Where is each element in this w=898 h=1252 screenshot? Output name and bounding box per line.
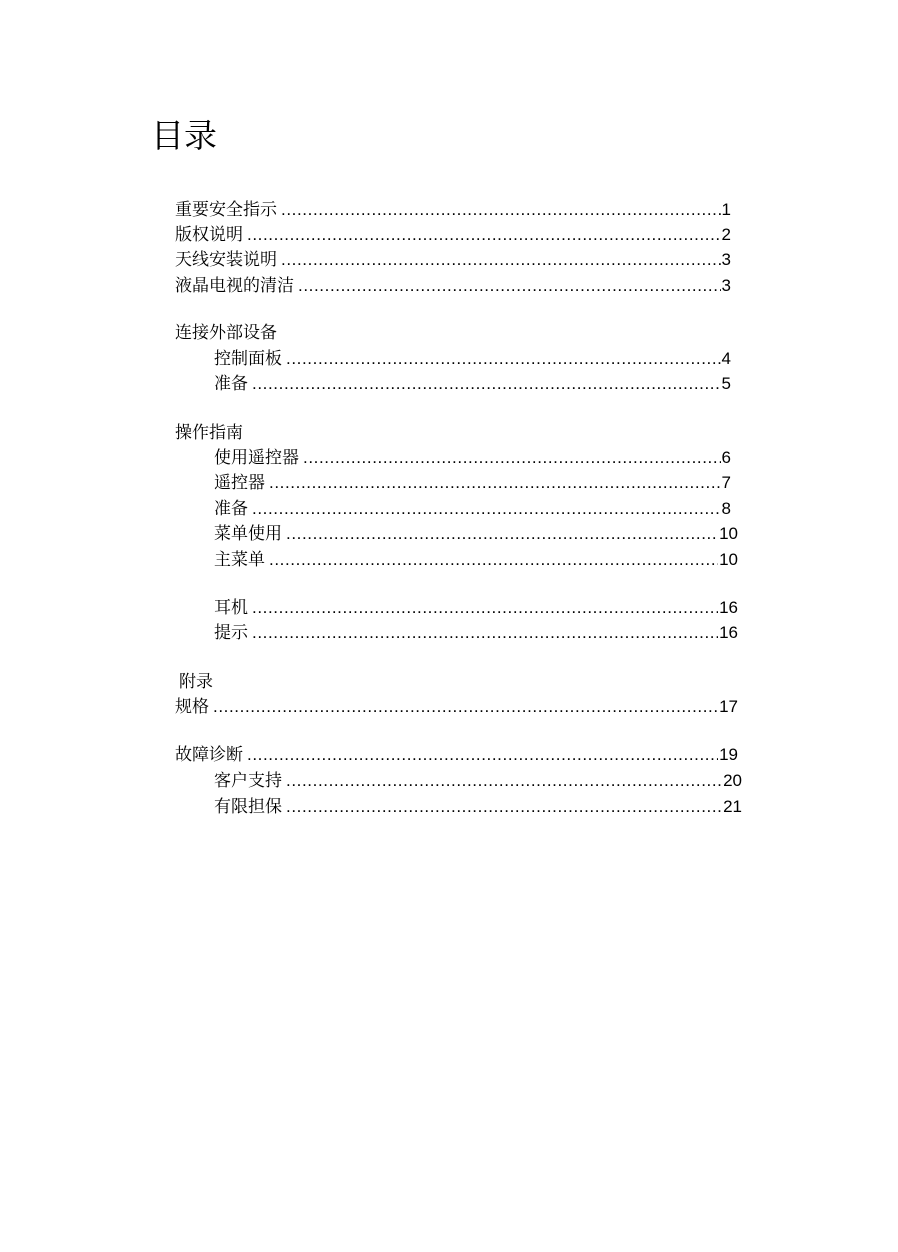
toc-entry[interactable] — [214, 596, 738, 620]
toc-entry-label: 规格 — [175, 697, 209, 717]
toc-entry[interactable] — [175, 248, 731, 272]
toc-page-number: 7 — [721, 473, 731, 492]
toc-leader-dots — [252, 621, 718, 645]
toc-entry-label: 有限担保 — [214, 797, 282, 817]
toc-entry-label: 控制面板 — [214, 349, 282, 369]
toc-page-number: 1 — [721, 200, 731, 219]
toc-entry[interactable] — [175, 198, 731, 222]
toc-entry[interactable] — [214, 471, 731, 495]
toc-entry-label: 主菜单 — [214, 550, 265, 570]
toc-page-number: 6 — [721, 448, 731, 467]
section-heading-operate: 操作指南 — [175, 423, 243, 443]
toc-leader-dots — [252, 497, 721, 521]
toc-page-number: 20 — [723, 771, 742, 790]
page-title: 目录 — [151, 116, 217, 155]
toc-entry[interactable] — [214, 522, 738, 546]
toc-leader-dots — [298, 274, 721, 298]
toc-entry[interactable] — [214, 446, 731, 470]
toc-page-number: 8 — [721, 499, 731, 518]
toc-leader-dots — [303, 446, 721, 470]
toc-entry-label: 遥控器 — [214, 473, 265, 493]
toc-entry[interactable] — [214, 621, 738, 645]
toc-entry[interactable] — [214, 769, 742, 793]
toc-entry-label: 客户支持 — [214, 771, 282, 791]
toc-entry[interactable] — [214, 548, 738, 572]
toc-page-number: 16 — [719, 623, 738, 642]
toc-page-number: 3 — [721, 276, 731, 295]
toc-entry[interactable] — [214, 372, 731, 396]
section-heading-connect: 连接外部设备 — [175, 323, 277, 343]
toc-entry-label: 版权说明 — [175, 225, 243, 245]
toc-leader-dots — [252, 596, 718, 620]
toc-leader-dots — [286, 769, 722, 793]
toc-entry-label: 故障诊断 — [175, 745, 243, 765]
toc-leader-dots — [213, 695, 718, 719]
toc-page-number: 10 — [719, 550, 738, 569]
toc-entry[interactable] — [214, 347, 731, 371]
toc-leader-dots — [286, 522, 718, 546]
toc-leader-dots — [281, 248, 721, 272]
toc-page-number: 21 — [723, 797, 742, 816]
toc-leader-dots — [281, 198, 721, 222]
toc-entry-label: 提示 — [214, 623, 248, 643]
toc-entry[interactable] — [175, 743, 738, 767]
toc-entry-label: 重要安全指示 — [175, 200, 277, 220]
toc-entry-label: 菜单使用 — [214, 524, 282, 544]
toc-entry-label: 耳机 — [214, 598, 248, 618]
toc-page-number: 4 — [721, 349, 731, 368]
toc-entry[interactable] — [175, 223, 731, 247]
toc-page-number: 5 — [721, 374, 731, 393]
toc-leader-dots — [269, 548, 718, 572]
toc-page-number: 10 — [719, 524, 738, 543]
toc-leader-dots — [286, 795, 722, 819]
toc-page-number: 17 — [719, 697, 738, 716]
toc-entry-label: 准备 — [214, 374, 248, 394]
toc-leader-dots — [286, 347, 721, 371]
toc-leader-dots — [269, 471, 721, 495]
toc-leader-dots — [247, 223, 721, 247]
toc-entry-label: 天线安装说明 — [175, 250, 277, 270]
section-heading-appendix: 附录 — [179, 672, 213, 692]
toc-entry-label: 使用遥控器 — [214, 448, 299, 468]
toc-entry[interactable] — [214, 795, 742, 819]
toc-entry[interactable] — [214, 497, 731, 521]
toc-page-number: 19 — [719, 745, 738, 764]
toc-page-number: 3 — [721, 250, 731, 269]
toc-entry[interactable] — [175, 695, 738, 719]
toc-entry[interactable] — [175, 274, 731, 298]
toc-entry-label: 液晶电视的清洁 — [175, 276, 294, 296]
toc-page-number: 16 — [719, 598, 738, 617]
toc-page-number: 2 — [721, 225, 731, 244]
toc-entry-label: 准备 — [214, 499, 248, 519]
toc-leader-dots — [247, 743, 718, 767]
toc-leader-dots — [252, 372, 721, 396]
